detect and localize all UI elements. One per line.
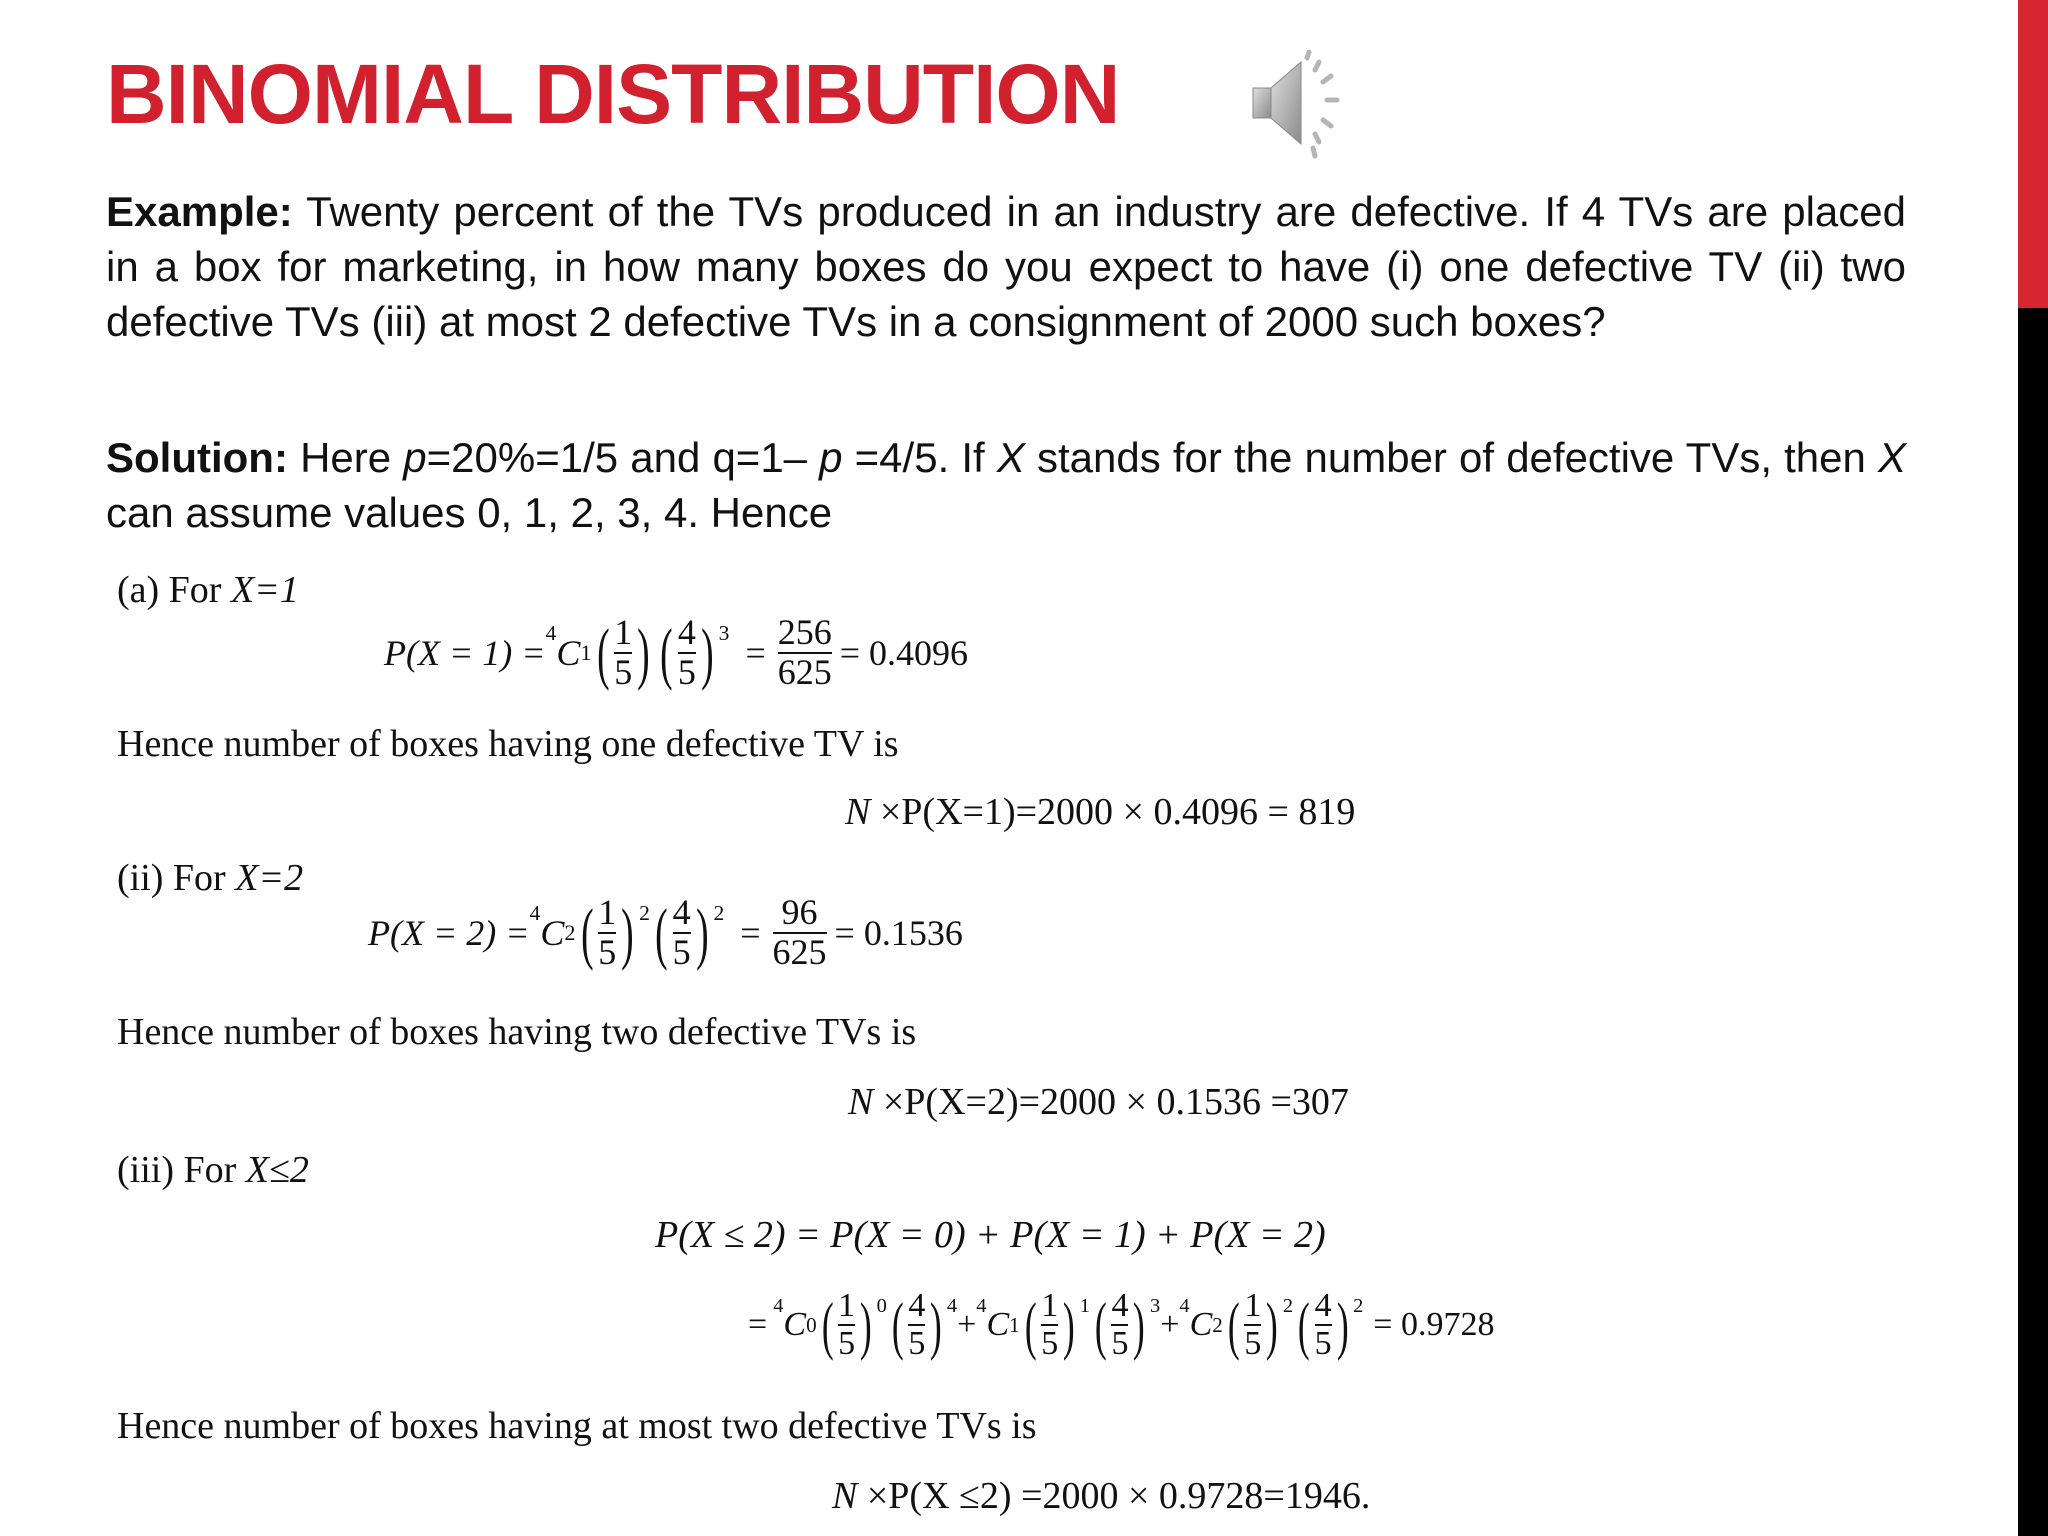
part-c-label: (iii) For X≤2 (117, 1149, 309, 1191)
part-a-hence: Hence number of boxes having one defective TV is (117, 723, 899, 765)
solution-paragraph: Solution: Here p=20%=1/5 and q=1– p =4/5. If X stands for the number of defective TVs, then X can assume values 0, 1, 2, 3, 4. Hence (106, 434, 1907, 536)
example-label: Example: (106, 188, 293, 235)
sidebar-accent-black (2018, 308, 2048, 1536)
part-c-hence: Hence number of boxes having at most two defective TVs is (117, 1405, 1037, 1447)
page-title: BINOMIAL DISTRIBUTION (106, 47, 1120, 141)
part-b-calculation: N ×P(X=2)=2000 × 0.1536 =307 (848, 1081, 1349, 1123)
part-a-label: (a) For X=1 (117, 569, 299, 611)
speaker-icon[interactable] (1245, 50, 1355, 160)
sidebar-accent-red (2018, 0, 2048, 308)
part-b-hence: Hence number of boxes having two defective TVs is (117, 1011, 917, 1053)
part-c-equation-line2: = 4 C 0 ( $\frac{1}{5}$ ) 0 ( $\frac{4}{5}$ ) 4 + 4 C 1 ( $\frac{1}{5}$ ) 1 ( $\frac{4}{5}$ ) 3 + 4 C 2 ( $\frac{1}{5}$ ) 2 ( $\frac{4}{5}$ ) 2 = 0.9728 (748, 1287, 1495, 1362)
part-c-calculation: N ×P(X ≤2) =2000 × 0.9728=1946. (832, 1475, 1371, 1517)
part-c-equation-line1: P(X ≤ 2) = P(X = 0) + P(X = 1) + P(X = 2) (655, 1214, 1326, 1256)
example-paragraph (106, 184, 1906, 349)
part-b-equation: P(X = 2) = 4 C 2 ( $\frac{1}{5}$ ) 2 ( $\frac{4}{5}$ ) 2 = $\frac{96}{625}$ = 0.1536 (368, 892, 963, 972)
solution-label: Solution: (106, 434, 288, 481)
part-b-label: (ii) For X=2 (117, 857, 304, 899)
example-text: Twenty percent of the TVs produced in an industry are defective. If 4 TVs are placed in a box for marketing, in how many boxes do you expect to have (i) one defective TV (ii) two defective TVs (iii) at most 2 defective TVs in a consignment of 2000 such boxes? (106, 188, 1906, 345)
part-a-equation: P(X = 1) = 4 C 1 ( $\frac{1}{5}$ ) ( $\frac{4}{5}$ ) 3 = $\frac{256}{625}$ = 0.4096 (384, 612, 969, 692)
part-a-calculation: N ×P(X=1)=2000 × 0.4096 = 819 (845, 791, 1356, 833)
